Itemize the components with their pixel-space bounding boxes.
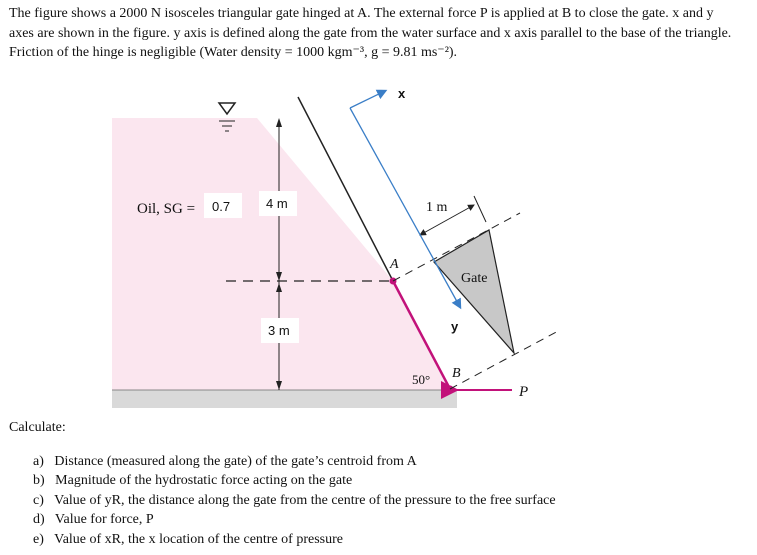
question-marker: c) [33, 492, 44, 508]
question-list [33, 452, 556, 549]
ground [112, 390, 457, 408]
point-b-label: B [452, 366, 461, 381]
angle-label: 50° [412, 372, 431, 387]
force-p-label: P [519, 384, 529, 400]
question-item [33, 491, 556, 510]
question-text: Value of xR, the x location of the centre of pressure [54, 531, 343, 547]
oil-sg-value: 0.7 [212, 199, 231, 214]
width-label: 1 m [426, 200, 448, 215]
question-marker: d) [33, 512, 45, 528]
question-marker: b) [33, 473, 45, 489]
question-text: Magnitude of the hydrostatic force acting on the gate [55, 473, 353, 489]
intro-line-1: The figure shows a 2000 N isosceles triangular gate hinged at A. The external force P is applied at B to close the gate. x and y [9, 6, 714, 21]
gate-triangle [434, 230, 514, 353]
question-marker: a) [33, 454, 44, 469]
calculate-label: Calculate: [9, 420, 66, 435]
question-item [33, 530, 556, 549]
question-text: Value of yR, the distance along the gate from the centre of the pressure to the free surface [54, 492, 556, 508]
question-text: Value for force, P [54, 512, 154, 528]
x-axis-line [350, 91, 385, 108]
intro-line-3: Friction of the hinge is negligible (Water density = 1000 kgm⁻³, g = 9.81 ms⁻²). [9, 45, 458, 60]
x-axis-label: x [398, 86, 406, 101]
oil-region [112, 118, 450, 390]
question-marker: e) [33, 531, 44, 547]
intro-line-2: axes are shown in the figure. y axis is defined along the gate from the water surface and x axis parallel to the base of the triangle. [9, 25, 732, 41]
question-text: Distance (measured along the gate) of the gate’s centroid from A [54, 454, 417, 469]
y-axis-label: y [451, 319, 459, 334]
hinge-a-label: A [390, 257, 399, 272]
question-item [33, 510, 556, 529]
gate-label: Gate [461, 271, 488, 286]
oil-label: Oil, SG = [137, 201, 199, 217]
depth-upper-label: 4 m [266, 196, 288, 211]
question-item [33, 452, 556, 471]
question-item [33, 471, 556, 490]
depth-lower-label: 3 m [268, 323, 290, 338]
